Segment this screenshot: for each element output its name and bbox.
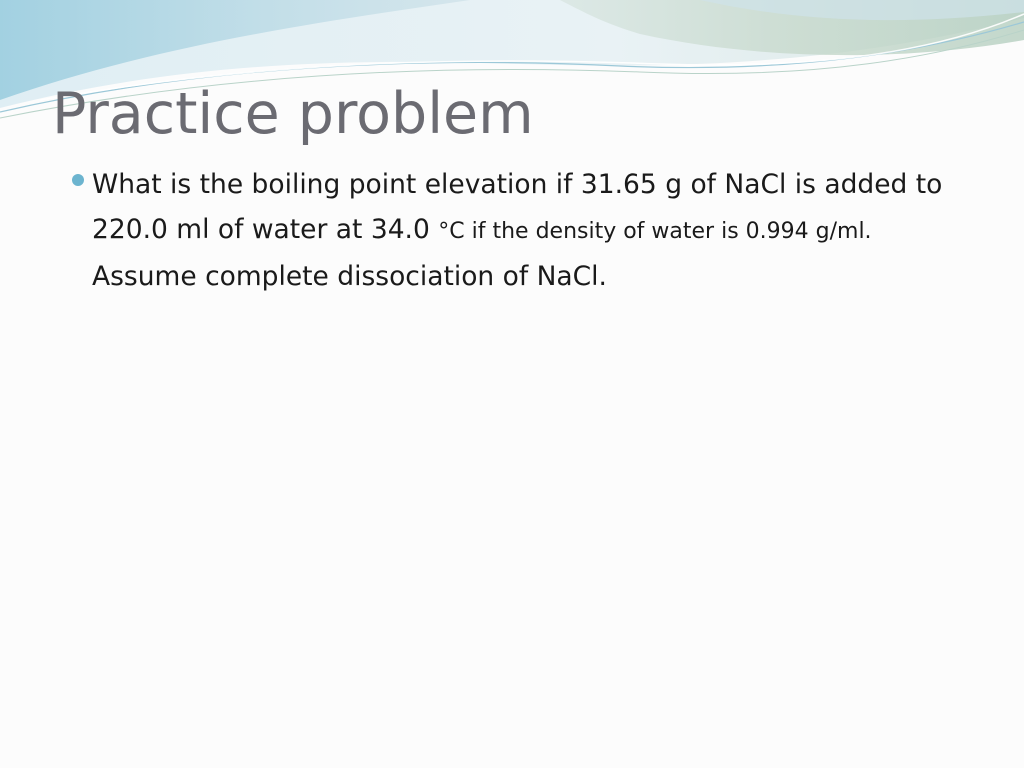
bullet-dot-icon <box>72 174 84 186</box>
slide-body <box>72 162 972 299</box>
bullet-text-part-1: What is the boiling point elevation if 31.65 g of NaCl is added to 220.0 ml of water at 34.0 <box>92 169 943 245</box>
bullet-item <box>72 162 972 299</box>
bullet-text-part-2: °C if the density of water is 0.994 g/ml. <box>438 219 872 244</box>
bullet-text-part-3: Assume complete dissociation of NaCl. <box>92 261 607 292</box>
slide-title: Practice problem <box>52 81 534 147</box>
